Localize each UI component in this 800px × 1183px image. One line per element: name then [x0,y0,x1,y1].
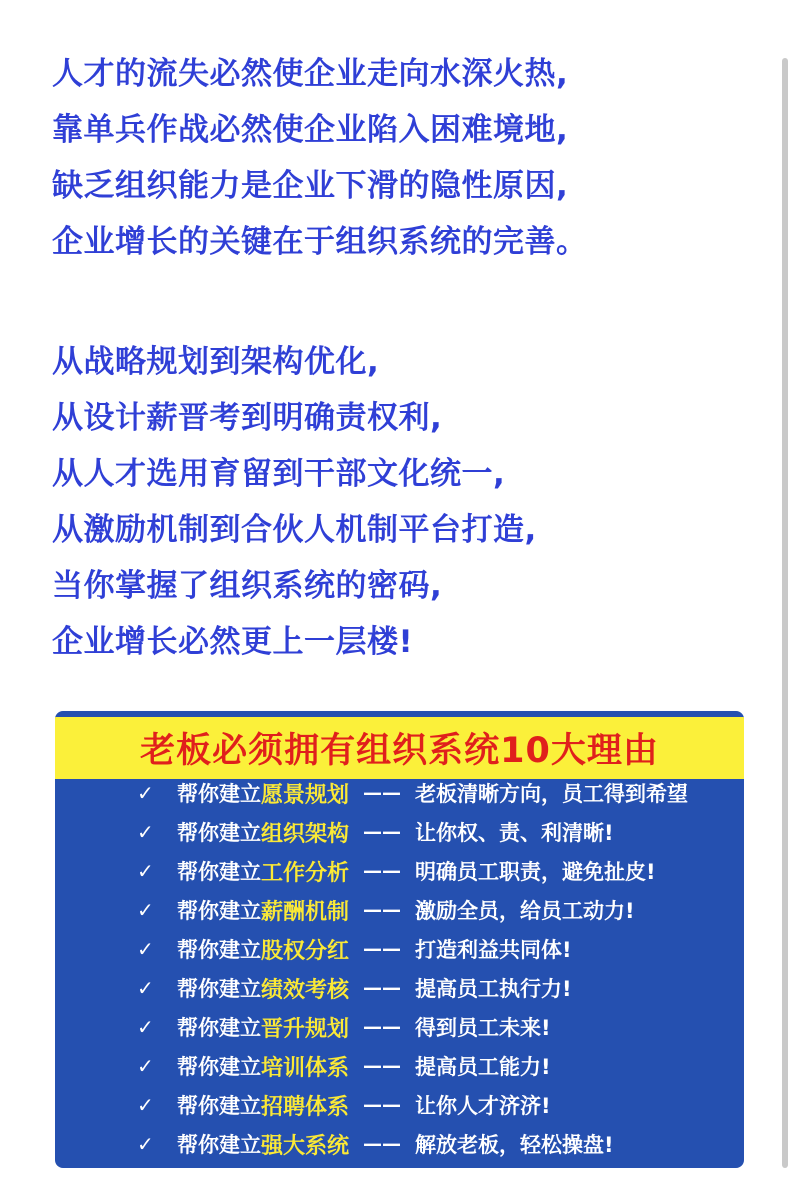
reason-item [55,1125,744,1163]
reason-description: 提高员工执行力! [415,977,572,1001]
reason-prefix: 帮你建立 [177,1094,261,1118]
reason-prefix: 帮你建立 [177,1016,261,1040]
reason-topic: 股权分红 [261,938,350,964]
reason-item [55,969,744,1007]
reason-dash: —— [363,1055,401,1077]
reason-description: 让你权、责、利清晰! [415,821,614,845]
reason-dash: —— [363,977,401,999]
body-line: 从设计薪晋考到明确责权利, [52,400,443,436]
check-icon: ✓ [137,976,154,1000]
reason-topic: 晋升规划 [261,1016,350,1042]
check-icon: ✓ [137,1132,154,1156]
reason-prefix: 帮你建立 [177,1133,261,1157]
reason-item [55,813,744,851]
reason-prefix: 帮你建立 [177,860,261,884]
reason-item [55,1086,744,1124]
reason-item [55,1008,744,1046]
check-icon: ✓ [137,820,154,844]
reason-topic: 薪酬机制 [261,899,350,925]
reason-topic: 招聘体系 [261,1094,350,1120]
scrollbar[interactable] [782,58,788,1168]
body-line: 当你掌握了组织系统的密码, [52,568,443,604]
intro-line: 人才的流失必然使企业走向水深火热, [52,56,569,92]
intro-line: 缺乏组织能力是企业下滑的隐性原因, [52,168,569,204]
reason-item [55,852,744,890]
check-icon: ✓ [137,1015,154,1039]
reason-dash: —— [363,1016,401,1038]
reason-dash: —— [363,938,401,960]
check-icon: ✓ [137,1093,154,1117]
reason-description: 得到员工未来! [415,1016,551,1040]
reason-dash: —— [363,899,401,921]
intro-line: 靠单兵作战必然使企业陷入困难境地, [52,112,569,148]
body-line: 从人才选用育留到干部文化统一, [52,456,506,492]
reason-item [55,930,744,968]
intro-line: 企业增长的关键在于组织系统的完善。 [52,224,588,260]
reason-prefix: 帮你建立 [177,938,261,962]
panel-title: 老板必须拥有组织系统10大理由 [140,731,659,771]
reason-dash: —— [363,1133,401,1155]
reason-dash: —— [363,821,401,843]
body-line: 从激励机制到合伙人机制平台打造, [52,512,537,548]
reason-description: 老板清晰方向，员工得到希望 [415,782,688,806]
body-line: 从战略规划到架构优化, [52,344,380,380]
reason-description: 激励全员，给员工动力! [415,899,635,923]
reason-item [55,1047,744,1085]
body-line: 企业增长必然更上一层楼! [52,624,414,660]
check-icon: ✓ [137,937,154,961]
reason-prefix: 帮你建立 [177,821,261,845]
reason-topic: 工作分析 [261,860,350,886]
reason-dash: —— [363,782,401,804]
check-icon: ✓ [137,898,154,922]
body-paragraph [52,334,537,670]
reason-description: 让你人才济济! [415,1094,551,1118]
reason-dash: —— [363,860,401,882]
reasons-panel [55,711,744,1168]
check-icon: ✓ [137,1054,154,1078]
reason-topic: 强大系统 [261,1133,350,1159]
reason-topic: 愿景规划 [261,782,350,808]
reason-topic: 组织架构 [261,821,350,847]
reason-prefix: 帮你建立 [177,1055,261,1079]
reason-prefix: 帮你建立 [177,782,261,806]
reason-prefix: 帮你建立 [177,899,261,923]
reason-description: 打造利益共同体! [415,938,572,962]
check-icon: ✓ [137,781,154,805]
reason-topic: 绩效考核 [261,977,350,1003]
reason-description: 提高员工能力! [415,1055,551,1079]
intro-paragraph [52,46,588,270]
reason-description: 明确员工职责，避免扯皮! [415,860,656,884]
check-icon: ✓ [137,859,154,883]
reason-description: 解放老板，轻松操盘! [415,1133,614,1157]
panel-title-banner [55,717,744,779]
reason-item [55,774,744,812]
reason-item [55,891,744,929]
reason-dash: —— [363,1094,401,1116]
reason-prefix: 帮你建立 [177,977,261,1001]
reason-topic: 培训体系 [261,1055,350,1081]
